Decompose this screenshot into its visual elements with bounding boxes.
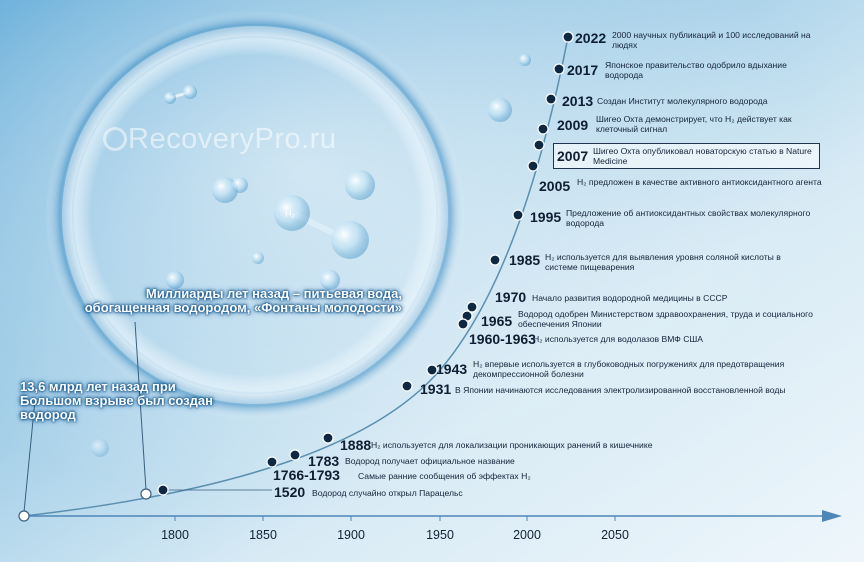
- event-description: H₂ предложен в качестве активного антиоксидантного агента: [577, 177, 822, 187]
- watermark-icon: [103, 127, 127, 151]
- event-description: Водород случайно открыл Парацельс: [312, 488, 463, 498]
- event-year: 1766-1793: [273, 467, 340, 483]
- event-year: 2007: [557, 148, 589, 164]
- event-year: 1520: [274, 484, 306, 500]
- event-dot: [290, 450, 300, 460]
- event-year: 2005: [539, 178, 571, 194]
- origin-dot: [19, 511, 29, 521]
- event-year: 1970: [495, 289, 527, 305]
- event-description: В Японии начинаются исследования электролизированной восстановленной воды: [455, 385, 786, 395]
- event-description: Самые ранние сообщения об эффектах H₂: [358, 471, 531, 481]
- bubble: [232, 177, 248, 193]
- event-year: 1995: [530, 209, 562, 225]
- bubble: [345, 170, 375, 200]
- event-dot: [554, 64, 564, 74]
- event-dot: [402, 381, 412, 391]
- axis-tick: 1800: [161, 528, 189, 542]
- axis-tick: 2050: [601, 528, 629, 542]
- event-year: 1943: [436, 361, 468, 377]
- water-ring: [45, 10, 468, 420]
- event-dot: [563, 32, 573, 42]
- event-dot: [323, 433, 333, 443]
- event-year: 1985: [509, 252, 541, 268]
- axis-tick: 1900: [337, 528, 365, 542]
- event-year: 2022: [575, 30, 607, 46]
- axis-tick: 1950: [426, 528, 454, 542]
- event-description: H₂ используется для локализации проникающих ранений в кишечнике: [371, 440, 653, 450]
- axis-tick: 1850: [249, 528, 277, 542]
- event-dot: [467, 302, 477, 312]
- event-description: 2000 научных публикаций и 100 исследований на людях: [612, 30, 811, 50]
- event-year: 1960-1963: [469, 331, 536, 347]
- axis-tick: 2000: [513, 528, 541, 542]
- event-description: Японское правительство одобрило вдыхание водорода: [605, 60, 787, 80]
- event-year: 1965: [481, 313, 513, 329]
- event-dot: [538, 124, 548, 134]
- svg-text:H₂: H₂: [285, 209, 295, 219]
- event-year: 2009: [557, 117, 589, 133]
- event-description: Предложение об антиоксидантных свойствах молекулярного водорода: [566, 208, 811, 228]
- event-dot: [267, 457, 277, 467]
- bubble: [488, 98, 512, 122]
- bubble: [252, 252, 264, 264]
- event-description: Водород одобрен Министерством здравоохранения, труда и социального обеспечения Японии: [518, 309, 813, 329]
- event-year: 1888: [340, 437, 372, 453]
- event-dot: [490, 255, 500, 265]
- watermark: RecoveryPro.ru: [128, 123, 337, 155]
- event-dot: [458, 319, 468, 329]
- event-dot: [528, 161, 538, 171]
- event-year: 1783: [308, 453, 340, 469]
- event-description: Шигео Охта демонстрирует, что H₂ действует как клеточный сигнал: [596, 114, 792, 134]
- event-description: Шигео Охта опубликовал новаторскую статью в Nature Medicine: [593, 146, 812, 166]
- bubble: [91, 439, 109, 457]
- event-year: 2013: [562, 93, 594, 109]
- event-dot: [158, 485, 168, 495]
- event-year: 2017: [567, 62, 599, 78]
- event-dot: [513, 210, 523, 220]
- bubble: [519, 54, 531, 66]
- note-drinking-water: Миллиарды лет назад – питьевая вода, обогащенная водородом, «Фонтаны молодости»: [84, 286, 402, 315]
- h2-molecule-atom: [331, 221, 369, 259]
- event-year: 1931: [420, 381, 452, 397]
- drinking-water-dot: [141, 489, 151, 499]
- event-description: Начало развития водородной медицины в СССР: [532, 293, 728, 303]
- event-description: Создан Институт молекулярного водорода: [597, 96, 768, 106]
- event-description: Водород получает официальное название: [345, 456, 515, 466]
- event-dot: [546, 94, 556, 104]
- event-description: H₂ впервые используется в глубоководных погружениях для предотвращения декомпрессионной болезни: [473, 359, 785, 379]
- event-dot: [534, 140, 544, 150]
- event-description: H₂ используется для водолазов ВМФ США: [533, 334, 704, 344]
- event-description: H₂ используется для выявления уровня соляной кислоты в системе пищеварения: [545, 252, 781, 272]
- note-big-bang: 13,6 млрд лет назад при Большом взрыве был создан водород: [20, 379, 214, 422]
